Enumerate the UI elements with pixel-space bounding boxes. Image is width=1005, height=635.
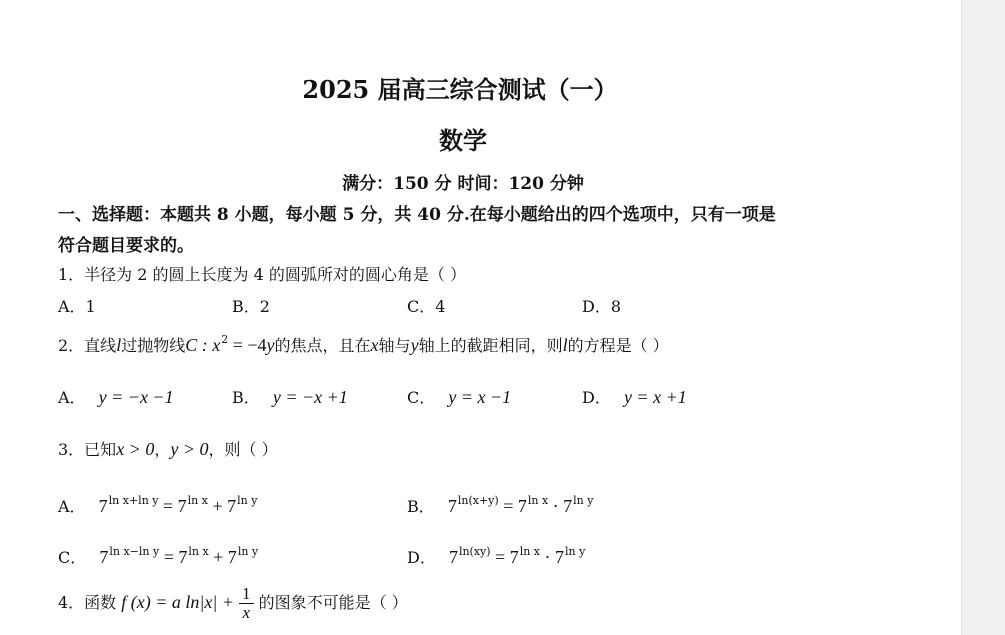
q1-option-d: D．8 [582,297,622,316]
q2-eq-b: = −4 [228,335,267,355]
q2-t2: 的焦点，且在 [274,336,371,355]
q3-option-b-exp2: ln x [527,494,549,507]
q4-fraction-denominator: x [242,603,251,622]
q4-fraction-numerator: 1 [239,585,254,604]
q1-option-b: B．2 [232,297,270,316]
q3-option-a-base: 7 [98,496,108,516]
q3-option-c-exp3: ln y [237,545,259,558]
q4-fraction [239,585,254,622]
q3-option-c-op: = 7 [159,547,188,567]
q2-t4: 轴上的截距相同，则 [418,336,563,355]
q3-option-b-base: 7 [447,496,457,516]
q3-option-c-exp2: ln x [188,545,209,558]
q3-option-c-label: C． [58,548,87,567]
q2-option-b-expr: y = −x +1 [272,387,348,407]
q3-option-d-base: 7 [448,547,458,567]
q2-option-c-label: C． [407,388,436,407]
q3-option-c [58,545,258,568]
q3-option-a-op2: + 7 [207,496,237,516]
question-1-text: 1．半径为 2 的圆上长度为 4 的圆弧所对的圆心角是（ ） [58,265,466,284]
q3-option-b-op: = 7 [498,496,527,516]
q3-option-d-exp1: ln(xy) [458,545,491,558]
q2-var-l: l [116,335,122,355]
q3-option-d [407,545,585,568]
q2-option-c-expr: y = x −1 [448,387,512,407]
q3-option-a [58,494,257,517]
q2-option-b-label: B． [232,388,260,407]
q3-option-d-exp3: ln y [565,545,586,558]
q2-option-d-expr: y = x +1 [623,387,687,407]
q3-num: 3．已知 [58,440,117,459]
viewer-side-gutter [961,0,1005,635]
q2-eq-exp: 2 [221,333,229,346]
q2-var-x: x [370,335,379,355]
q3-option-c-base: 7 [99,547,109,567]
q3-cond-1: x > 0 [116,439,155,459]
q3-option-b [407,494,593,517]
q3-option-d-op2: · 7 [540,547,565,567]
q4-function-expr: f (x) = a ln|x| + [121,592,234,612]
q3-cond-2: y > 0 [170,439,209,459]
q3-sep: ， [154,440,171,459]
section-instructions-line1: 一、选择题：本题共 8 小题，每小题 5 分，共 40 分.在每小题给出的四个选项中，只有一项是 [58,205,776,225]
q2-t3: 轴与 [378,336,411,355]
q2-num: 2．直线 [58,336,117,355]
q2-t5: 的方程是（ ） [567,336,669,355]
q3-option-b-exp3: ln y [573,494,594,507]
question-4-text [58,585,408,622]
q2-option-d-label: D． [582,388,611,407]
q3-tail: ，则（ ） [208,440,278,459]
q3-option-d-exp2: ln x [519,545,541,558]
q4-tail: 的图象不可能是（ ） [258,593,408,612]
subject-heading: 数学 [439,126,487,155]
q2-option-a-expr: y = −x −1 [98,387,174,407]
question-2-text [58,333,669,356]
q2-option-a-label: A． [58,388,86,407]
q2-option-c [407,385,511,408]
q2-option-b [232,385,348,408]
q3-option-d-op: = 7 [490,547,519,567]
q3-option-c-exp1: ln x−ln y [109,545,160,558]
q2-var-y: y [266,335,275,355]
question-3-text [58,437,278,460]
q3-option-a-op: = 7 [158,496,187,516]
q2-var-l2: l [562,335,568,355]
q3-option-c-op2: + 7 [208,547,237,567]
q2-t1: 过抛物线 [121,336,186,355]
q2-var-c: C [185,335,198,355]
q3-option-a-exp3: ln y [237,494,258,507]
q3-option-d-label: D． [407,548,436,567]
q3-option-a-exp1: ln x+ln y [108,494,159,507]
q3-option-b-op2: · 7 [548,496,573,516]
q2-eq-a: : x [197,335,221,355]
q1-option-c: C．4 [407,297,446,316]
section-instructions-line2: 符合题目要求的。 [58,236,194,256]
q3-option-a-label: A． [58,497,86,516]
q2-var-y2: y [410,335,419,355]
q4-num: 4．函数 [58,593,117,612]
exam-meta: 满分：150 分 时间：120 分钟 [342,174,584,194]
q1-option-a: A．1 [58,297,96,316]
q3-option-b-label: B． [407,497,435,516]
q3-option-b-exp1: ln(x+y) [457,494,499,507]
q3-option-a-exp2: ln x [187,494,208,507]
q2-option-a [58,385,174,408]
q2-option-d [582,385,687,408]
exam-title: 2025 届高三综合测试（一） [302,75,618,104]
